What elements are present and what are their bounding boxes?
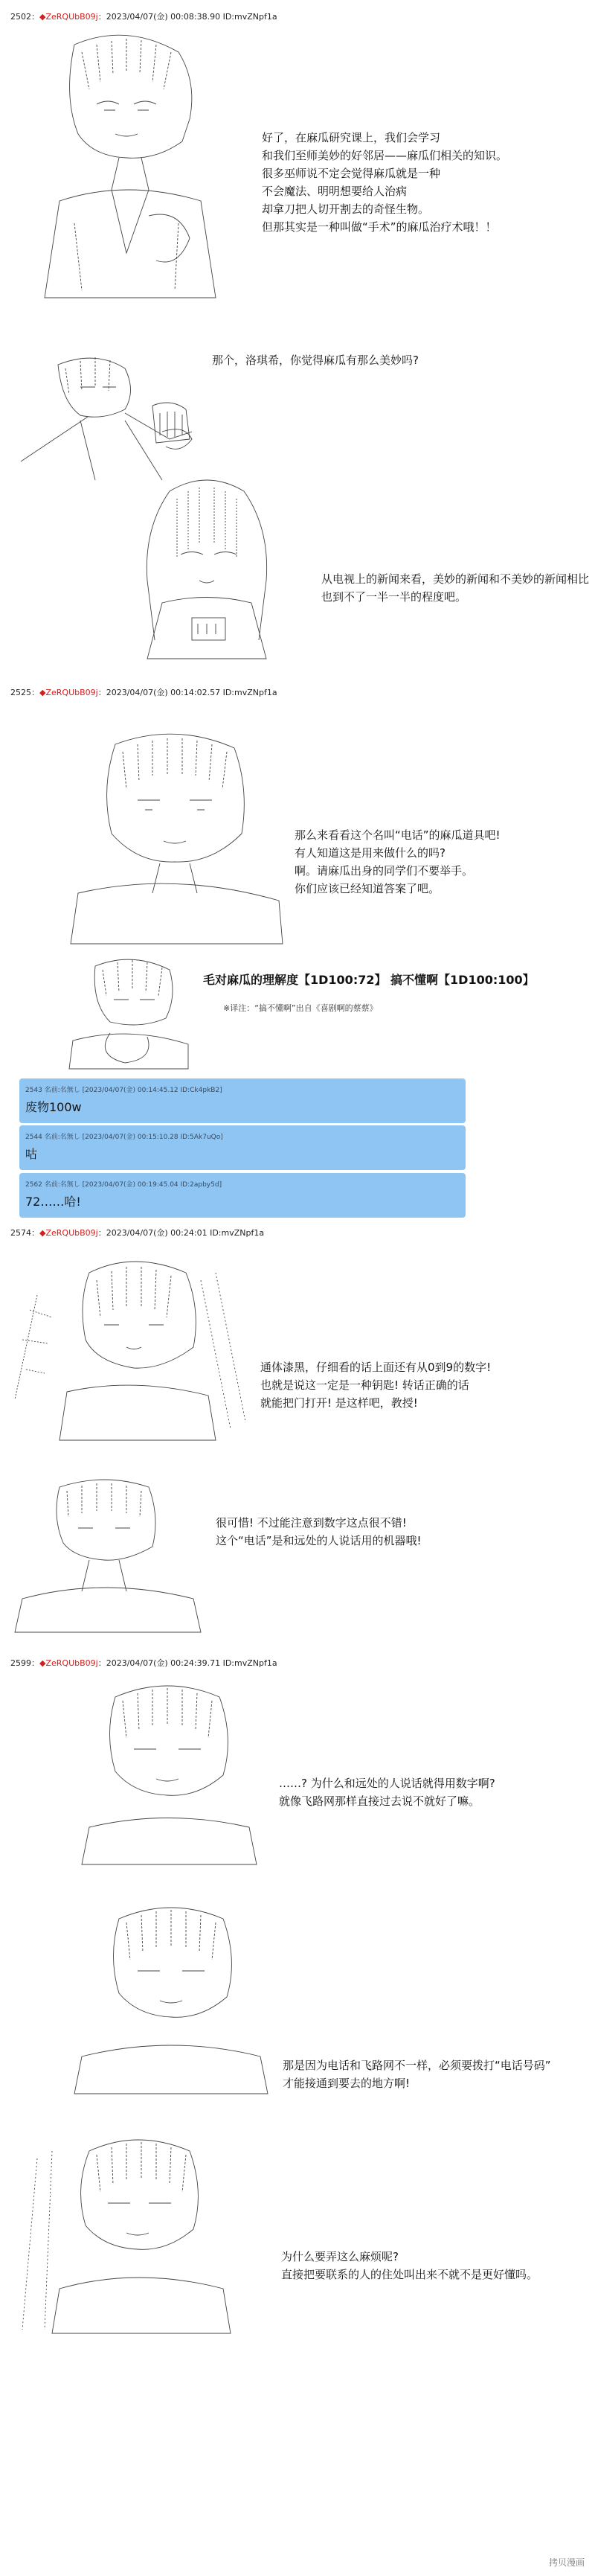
post-header: 2574：◆ZeRQUbB09j：2023/04/07(金) 00:24:01 ID:mvZNpf1a [10,1228,265,1238]
aa-art-figure [63,722,286,945]
reply-body: 72……哈! [25,1195,81,1209]
reply-comment [19,1125,466,1170]
aa-art-figure [7,1250,253,1444]
dialogue-panel: 很可惜! 不过能注意到数字这点很不错! 这个“电话”是和远处的人说话用的机器哦! [216,1516,422,1547]
reply-meta: 2562 名前:名無し [2023/04/07(金) 00:19:45.04 ID:2apby5d] [25,1181,222,1189]
post-header: 2525：◆ZeRQUbB09j：2023/04/07(金) 00:14:02.57 ID:mvZNpf1a [10,688,277,697]
dialogue-panel: 那个，洛琪希，你觉得麻瓜有那么美妙吗? [212,354,419,367]
translator-note: ※译注：“搞不懂啊”出自《喜剧啊的蔡蔡》 [223,1003,378,1013]
dialogue-panel: 那么来看看这个名叫“电话”的麻瓜道具吧! 有人知道这是用来做什么的吗? 啊。请麻瓜出身的同学们不要举手。 你们应该已经知道答案了吧。 [295,828,501,895]
reply-meta: 2544 名前:名無し [2023/04/07(金) 00:15:10.28 ID:5Ak7uQo] [25,1134,223,1141]
dialogue-panel: 为什么要弄这么麻烦呢? 直接把要联系的人的住处叫出来不就不是更好懂吗。 [281,2250,538,2281]
reply-body: 废物100w [25,1100,82,1114]
aa-art-figure [67,1896,275,2097]
dialogue-panel: 从电视上的新闻来看，美妙的新闻和不美妙的新闻相比 也到不了一半一半的程度吧。 [321,572,590,604]
site-watermark: 拷贝漫画 [548,2557,585,2568]
aa-art-figure [65,951,192,1070]
aa-art-figure [7,2129,260,2337]
reply-comment [19,1078,466,1123]
aa-art-figure [30,30,231,305]
post-header: 2502：◆ZeRQUbB09j：2023/04/07(金) 00:08:38.90 ID:mvZNpf1a [10,12,277,22]
reply-comment [19,1173,466,1218]
reply-body: 咕 [25,1147,38,1161]
dialogue-panel: ……? 为什么和远处的人说话就得用数字啊? 就像飞路网那样直接过去说不就好了嘛。 [279,1777,495,1808]
dialogue-panel: 通体漆黑，仔细看的话上面还有从0到9的数字! 也就是说这一定是一种钥匙! 转话正确的话 就能把门打开! 是这样吧，教授! [260,1361,492,1410]
aa-art-hand [149,398,193,447]
aa-art-figure [110,469,303,662]
dialogue-panel: 那是因为电话和飞路网不一样，必须要拨打“电话号码” 才能接通到要去的地方啊! [283,2059,551,2090]
aa-art-figure [7,1472,208,1636]
reply-meta: 2543 名前:名無し [2023/04/07(金) 00:14:45.12 ID:Ck4pkB2] [25,1087,222,1094]
post-header: 2599：◆ZeRQUbB09j：2023/04/07(金) 00:24:39.71 ID:mvZNpf1a [10,1658,277,1668]
dialogue-panel: 毛对麻瓜的理解度【1D100:72】 搞不懂啊【1D100:100】 [203,973,535,987]
dialogue-panel: 好了，在麻瓜研究课上，我们会学习 和我们至师美妙的好邻居——麻瓜们相关的知识。 很多巫师说不定会觉得麻瓜就是一种 不会魔法、明明想要给人治病 却拿刀把人切开割去的奇怪生物。 但那其实是一种叫做“手术”的麻瓜治疗术哦！！ [262,131,508,234]
aa-art-figure [74,1675,260,1868]
